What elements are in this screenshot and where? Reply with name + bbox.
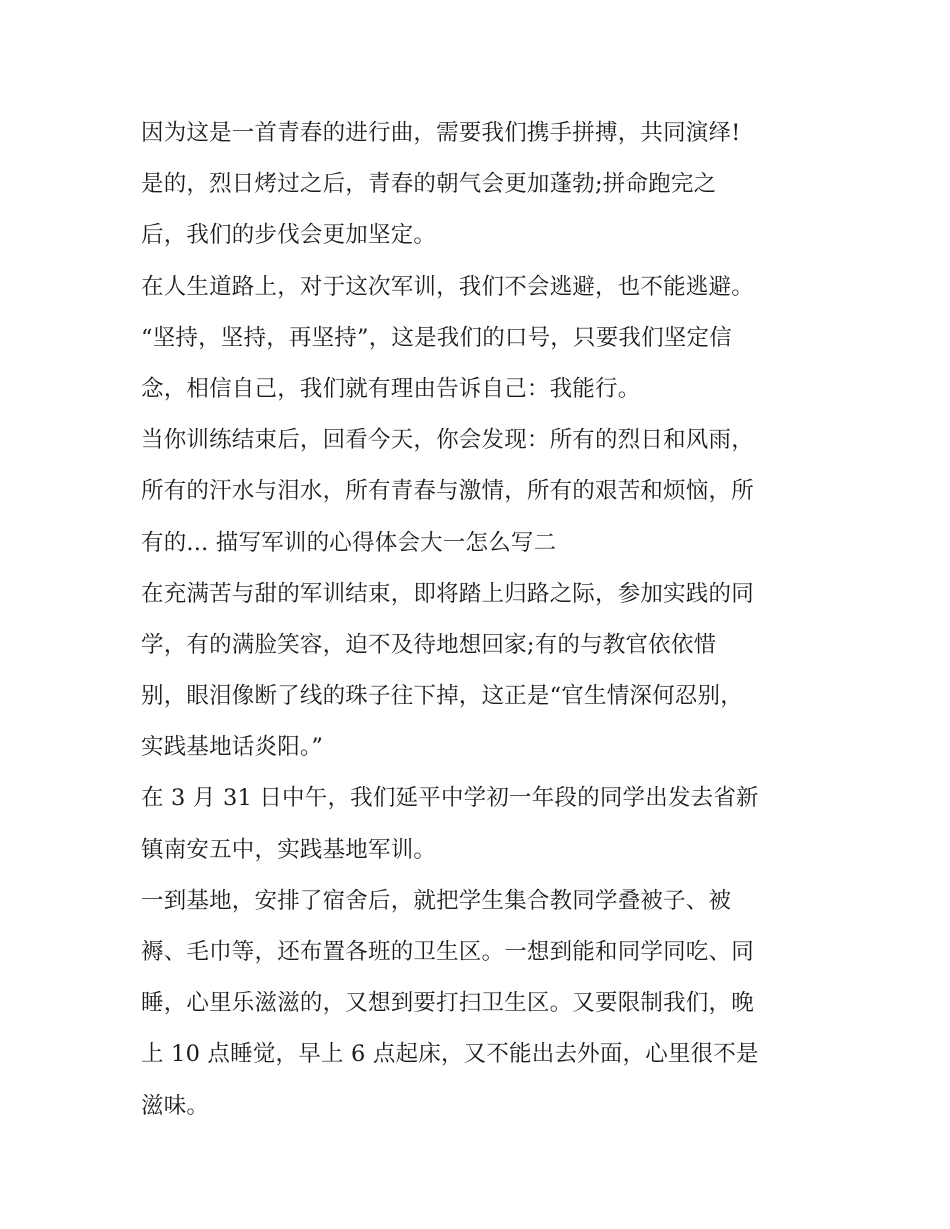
text-line: 有的... 描写军训的心得体会大一怎么写二 xyxy=(141,529,557,556)
text-line: 念，相信自己，我们就有理由告诉自己：我能行。 xyxy=(141,375,641,402)
text-line: 后，我们的步伐会更加坚定。 xyxy=(141,222,437,249)
text-line: 因为这是一首青春的进行曲，需要我们携手拼搏，共同演绎! xyxy=(141,120,741,146)
text-line: 在 3 月 31 日中午，我们延平中学初一年段的同学出发去省新 xyxy=(141,785,759,812)
text-line: 实践基地话炎阳。” xyxy=(141,734,324,761)
text-line: 滋味。 xyxy=(141,1092,210,1119)
body-text xyxy=(141,108,821,1132)
text-line: 镇南安五中，实践基地军训。 xyxy=(141,836,437,863)
text-line: 睡，心里乐滋滋的，又想到要打扫卫生区。又要限制我们，晚 xyxy=(141,990,754,1017)
text-line: 所有的汗水与泪水，所有青春与激情，所有的艰苦和烦恼，所 xyxy=(141,478,754,505)
text-line: 当你训练结束后，回看今天，你会发现：所有的烈日和风雨， xyxy=(141,427,754,454)
text-line: 别，眼泪像断了线的珠子往下掉，这正是“官生情深何忍别， xyxy=(141,683,743,710)
text-line: 在人生道路上，对于这次军训，我们不会逃避，也不能逃避。 xyxy=(141,273,754,300)
text-line: 上 10 点睡觉，早上 6 点起床，又不能出去外面，心里很不是 xyxy=(141,1041,759,1068)
text-line: 褥、毛巾等，还布置各班的卫生区。一想到能和同学同吃、同 xyxy=(141,939,754,965)
text-line: 在充满苦与甜的军训结束，即将踏上归路之际，参加实践的同 xyxy=(141,580,754,607)
text-line: 是的，烈日烤过之后，青春的朝气会更加蓬勃;拼命跑完之 xyxy=(141,171,717,198)
text-line: “坚持，坚持，再坚持”，这是我们的口号，只要我们坚定信 xyxy=(141,324,732,351)
text-line: 一到基地，安排了宿舍后，就把学生集合教同学叠被子、被 xyxy=(141,887,732,914)
text-line: 学，有的满脸笑容，迫不及待地想回家;有的与教官依依惜 xyxy=(141,631,717,658)
